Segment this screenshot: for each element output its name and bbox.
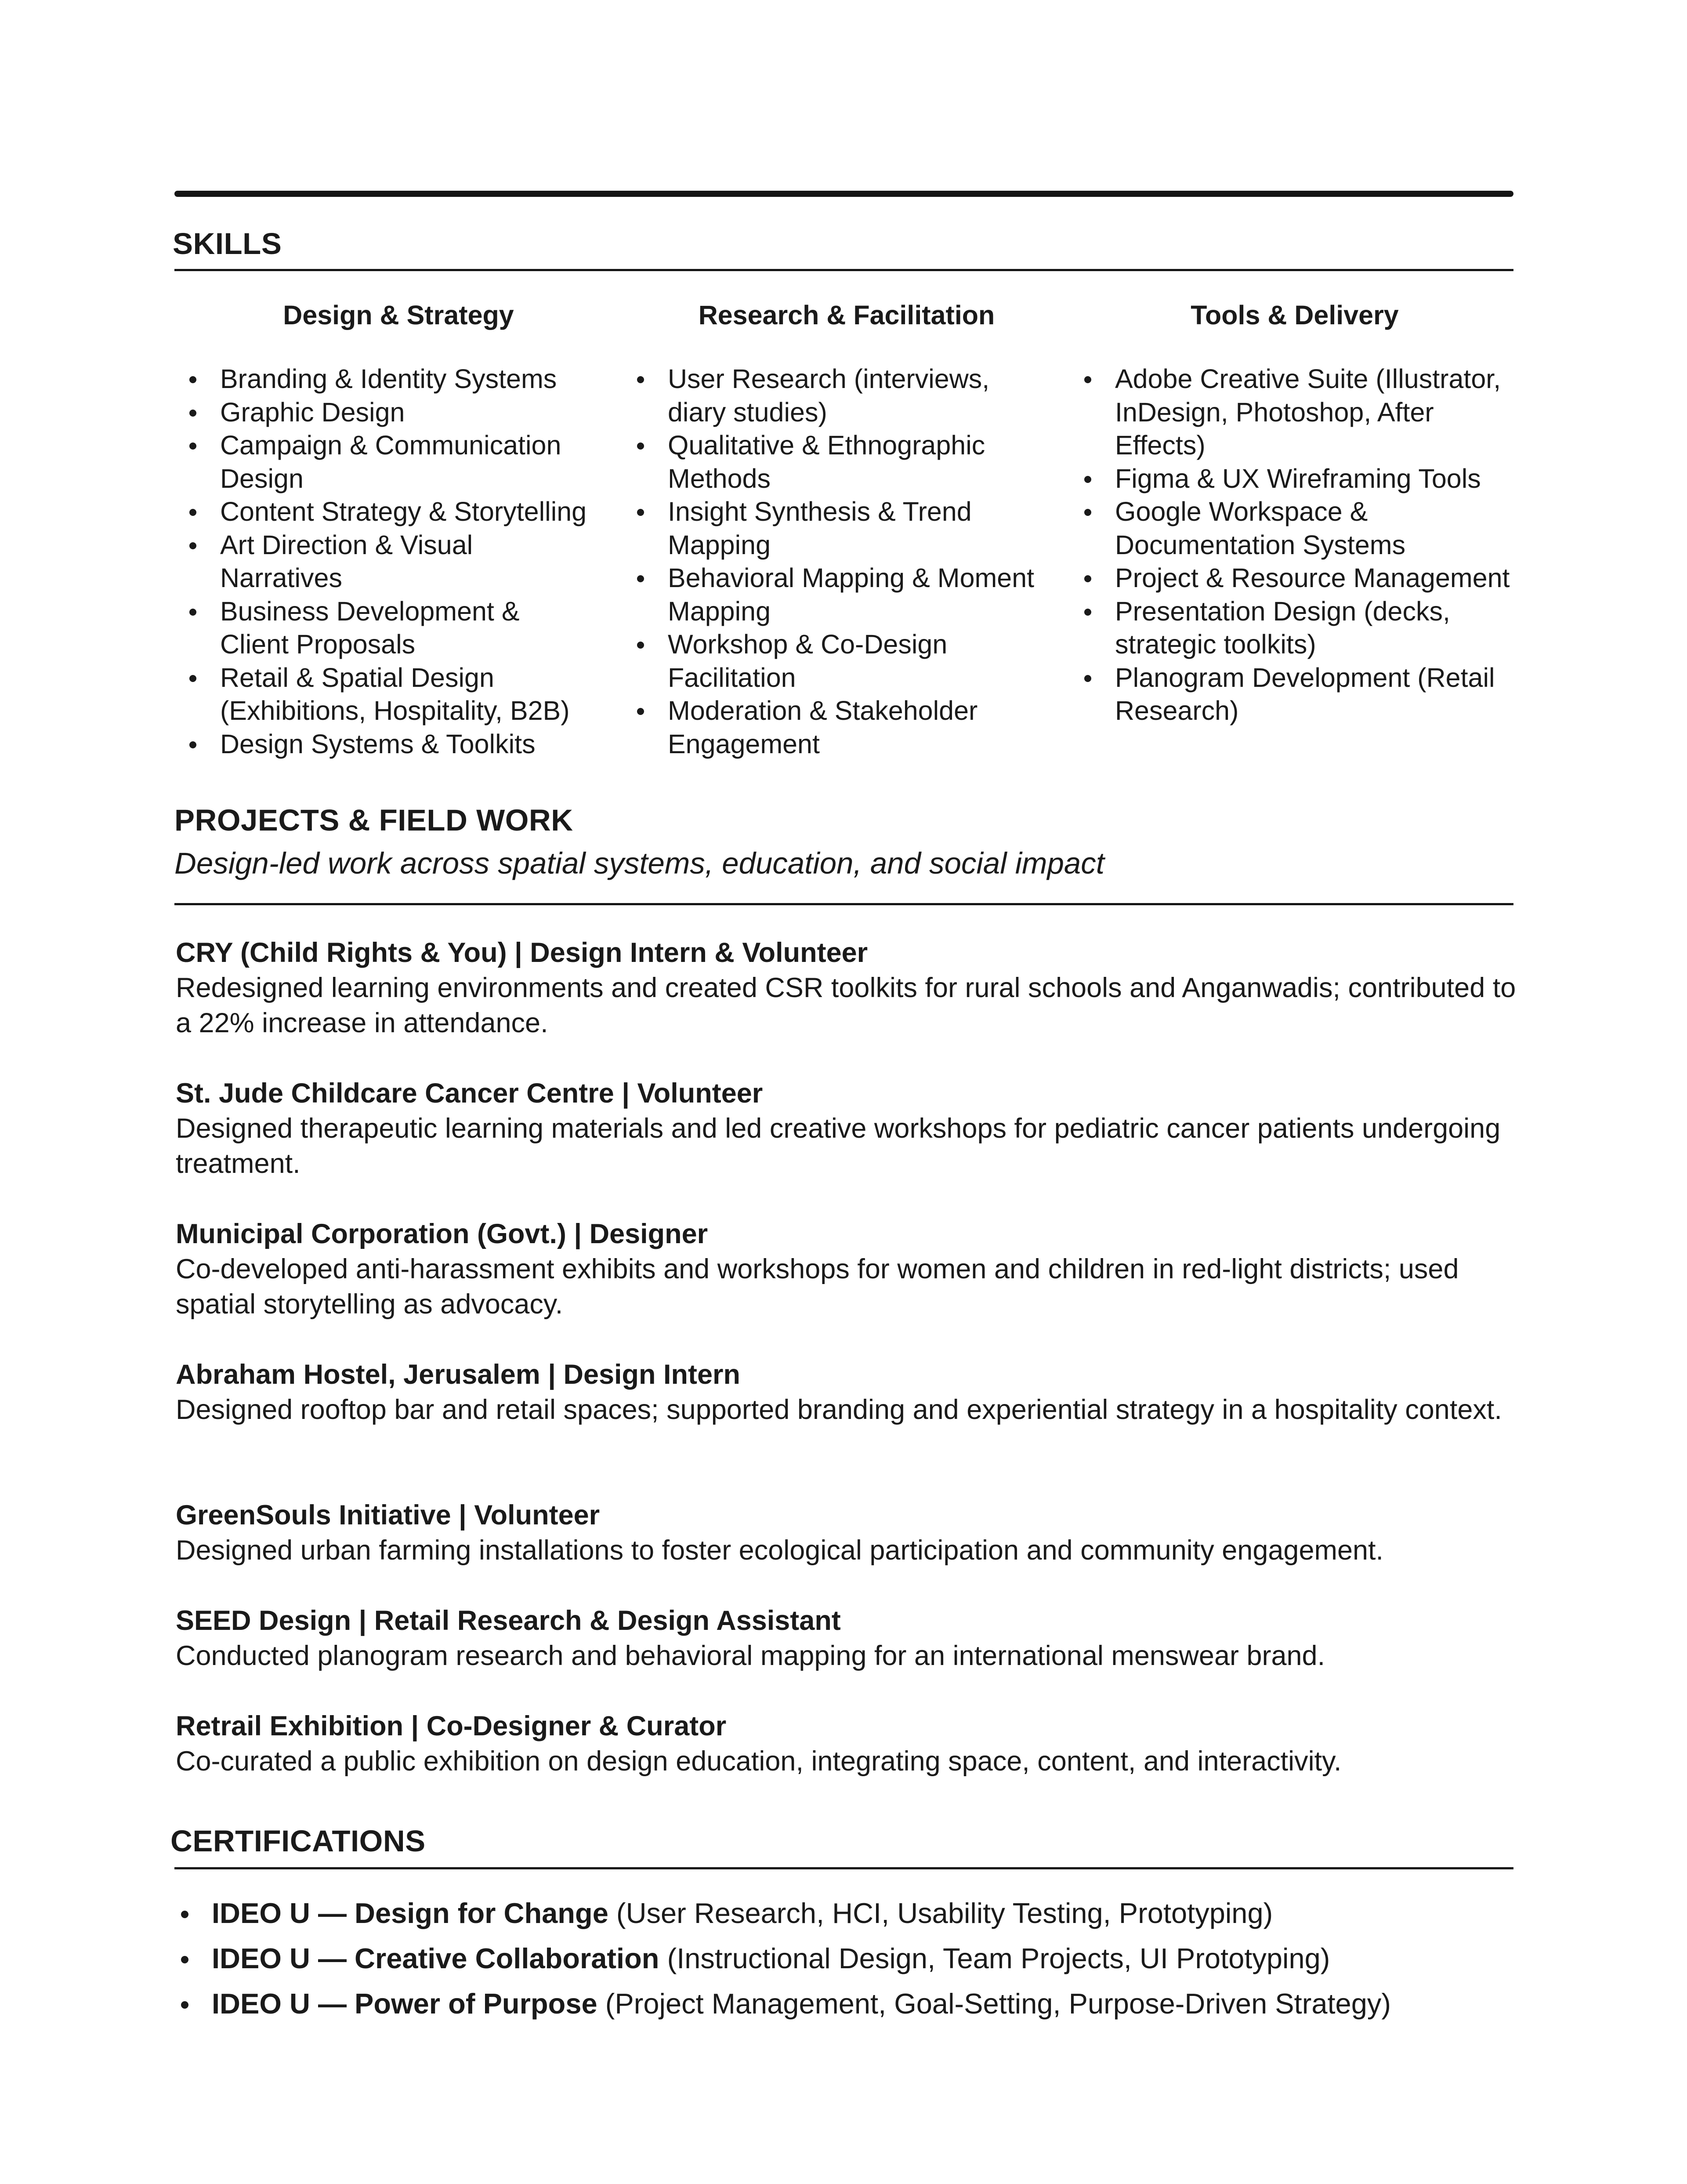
certification-name: IDEO U — Creative Collaboration bbox=[212, 1942, 659, 1974]
project-entry bbox=[176, 1076, 1520, 1181]
project-title: Retrail Exhibition | Co-Designer & Curator bbox=[176, 1711, 727, 1741]
skills-heading: SKILLS bbox=[173, 227, 282, 261]
skills-column-heading-tools: Tools & Delivery bbox=[1191, 300, 1399, 330]
skill-item: Planogram Development (Retail Research) bbox=[1068, 661, 1512, 728]
skills-column-heading-research: Research & Facilitation bbox=[698, 300, 995, 330]
project-title: St. Jude Childcare Cancer Centre | Volunteer bbox=[176, 1078, 763, 1109]
skills-list-tools bbox=[1068, 363, 1512, 728]
skills-list-research bbox=[621, 363, 1043, 761]
project-description: Redesigned learning environments and created CSR toolkits for rural schools and Anganwadis; contributed to a 22% increase in attendance. bbox=[176, 972, 1516, 1038]
skill-item: Design Systems & Toolkits bbox=[174, 728, 595, 761]
skill-item: Content Strategy & Storytelling bbox=[174, 495, 595, 529]
project-description: Designed rooftop bar and retail spaces; supported branding and experiential strategy in a hospitality context. bbox=[176, 1394, 1502, 1425]
skill-item: Qualitative & Ethnographic Methods bbox=[621, 429, 1043, 495]
project-description: Conducted planogram research and behavioral mapping for an international menswear brand. bbox=[176, 1640, 1325, 1671]
skill-item: Figma & UX Wireframing Tools bbox=[1068, 462, 1512, 496]
certification-name: IDEO U — Design for Change bbox=[212, 1897, 608, 1929]
project-title: Abraham Hostel, Jerusalem | Design Intern bbox=[176, 1359, 741, 1390]
certification-item bbox=[176, 1981, 1520, 2026]
skill-item: Business Development & Client Proposals bbox=[174, 595, 595, 661]
project-title: Municipal Corporation (Govt.) | Designer bbox=[176, 1219, 708, 1249]
skill-item: Retail & Spatial Design (Exhibitions, Hospitality, B2B) bbox=[174, 661, 595, 728]
certifications-heading: CERTIFICATIONS bbox=[170, 1824, 426, 1858]
skill-item: Campaign & Communication Design bbox=[174, 429, 595, 495]
projects-divider bbox=[174, 903, 1513, 905]
project-entry bbox=[176, 935, 1520, 1041]
certification-detail: (Instructional Design, Team Projects, UI Prototyping) bbox=[667, 1942, 1330, 1974]
projects-heading: PROJECTS & FIELD WORK bbox=[174, 803, 573, 837]
certification-detail: (User Research, HCI, Usability Testing, Prototyping) bbox=[616, 1897, 1273, 1929]
project-entry bbox=[176, 1498, 1520, 1568]
project-description: Designed therapeutic learning materials and led creative workshops for pediatric cancer patients undergoing treatment. bbox=[176, 1113, 1501, 1179]
skills-column-heading-design: Design & Strategy bbox=[283, 300, 514, 330]
project-entry bbox=[176, 1603, 1520, 1673]
certification-item bbox=[176, 1936, 1520, 1981]
project-entry bbox=[176, 1357, 1520, 1427]
certification-detail: (Project Management, Goal-Setting, Purpose-Driven Strategy) bbox=[605, 1988, 1391, 2020]
certification-name: IDEO U — Power of Purpose bbox=[212, 1988, 597, 2020]
skill-item: Branding & Identity Systems bbox=[174, 363, 595, 396]
project-description: Designed urban farming installations to foster ecological participation and community engagement. bbox=[176, 1535, 1384, 1566]
skill-item: Graphic Design bbox=[174, 396, 595, 429]
skill-item: Moderation & Stakeholder Engagement bbox=[621, 694, 1043, 761]
project-title: CRY (Child Rights & You) | Design Intern & Volunteer bbox=[176, 937, 868, 968]
skills-list-design bbox=[174, 363, 595, 761]
skill-item: Art Direction & Visual Narratives bbox=[174, 529, 595, 595]
certifications-list bbox=[176, 1890, 1520, 2026]
skills-divider bbox=[174, 269, 1513, 271]
project-description: Co-curated a public exhibition on design education, integrating space, content, and interactivity. bbox=[176, 1746, 1342, 1777]
project-title: SEED Design | Retail Research & Design Assistant bbox=[176, 1605, 841, 1636]
skill-item: User Research (interviews, diary studies) bbox=[621, 363, 1043, 429]
skill-item: Adobe Creative Suite (Illustrator, InDesign, Photoshop, After Effects) bbox=[1068, 363, 1512, 462]
projects-tagline: Design-led work across spatial systems, education, and social impact bbox=[174, 846, 1104, 880]
certifications-divider bbox=[174, 1867, 1513, 1869]
project-entry bbox=[176, 1216, 1520, 1322]
skill-item: Presentation Design (decks, strategic toolkits) bbox=[1068, 595, 1512, 661]
top-divider bbox=[174, 191, 1513, 197]
skill-item: Behavioral Mapping & Moment Mapping bbox=[621, 562, 1043, 628]
project-description: Co-developed anti-harassment exhibits and workshops for women and children in red-light districts; used spatial storytelling as advocacy. bbox=[176, 1254, 1459, 1320]
project-title: GreenSouls Initiative | Volunteer bbox=[176, 1500, 600, 1531]
certification-item bbox=[176, 1890, 1520, 1936]
project-entry bbox=[176, 1709, 1520, 1779]
skill-item: Insight Synthesis & Trend Mapping bbox=[621, 495, 1043, 562]
skill-item: Project & Resource Management bbox=[1068, 562, 1512, 595]
skill-item: Workshop & Co-Design Facilitation bbox=[621, 628, 1043, 694]
skill-item: Google Workspace & Documentation Systems bbox=[1068, 495, 1512, 562]
